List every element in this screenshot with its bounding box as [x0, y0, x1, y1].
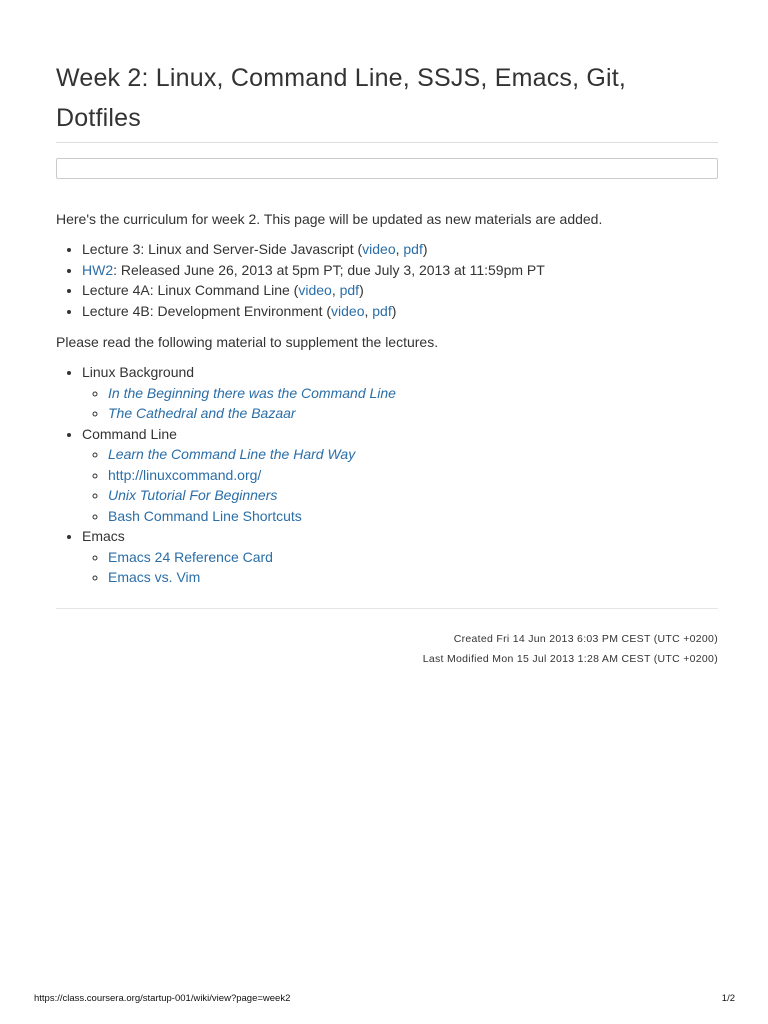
print-footer-url: https://class.coursera.org/startup-001/wiki/view?page=week2 [34, 993, 291, 1004]
list-item [108, 547, 718, 568]
separator: , [364, 302, 373, 319]
cathedral-bazaar-link[interactable]: The Cathedral and the Bazaar [108, 405, 296, 421]
lecture-4b-text: Lecture 4B: Development Environment ( [82, 302, 332, 319]
close-paren: ) [422, 241, 428, 257]
hw2-link[interactable]: HW2 [82, 261, 114, 278]
unix-tutorial-link[interactable]: Unix Tutorial For Beginners [108, 487, 278, 503]
linuxcommand-link[interactable]: http://linuxcommand.org/ [108, 466, 262, 483]
list-item-lecture-4b [82, 301, 718, 322]
separator: , [331, 282, 340, 298]
emacs-vs-vim-link[interactable]: Emacs vs. Vim [108, 569, 201, 585]
list-item-command-line [82, 424, 718, 527]
list-item [108, 567, 718, 588]
list-item [108, 485, 718, 506]
emacs-reference-card-link[interactable]: Emacs 24 Reference Card [108, 548, 273, 565]
list-item-linux-background [82, 362, 718, 424]
page-meta [56, 629, 718, 669]
lecture-4a-video-link[interactable]: video [298, 282, 332, 298]
lecture-list [56, 239, 718, 321]
bash-shortcuts-link[interactable]: Bash Command Line Shortcuts [108, 507, 302, 524]
list-item [108, 444, 718, 465]
lecture-3-text: Lecture 3: Linux and Server-Side Javascript ( [82, 241, 363, 257]
command-line-label: Command Line [82, 425, 177, 442]
reading-intro-text: Please read the following material to supplement the lectures. [56, 334, 439, 350]
print-footer-page-number: 1/2 [721, 993, 735, 1004]
command-line-sublist [82, 444, 718, 526]
beginning-command-line-link[interactable]: In the Beginning there was the Command Line [108, 384, 396, 401]
page-title: Week 2: Linux, Command Line, SSJS, Emacs, Git, Dotfiles [56, 0, 718, 143]
list-item [108, 465, 718, 486]
learn-command-line-hard-way-link[interactable]: Learn the Command Line the Hard Way [108, 446, 356, 462]
lecture-4a-text: Lecture 4A: Linux Command Line ( [82, 282, 299, 298]
list-item [108, 383, 718, 404]
page-content [56, 0, 718, 669]
list-item-hw2 [82, 260, 718, 281]
modified-timestamp: Last Modified Mon 15 Jul 2013 1:28 AM CEST (UTC +0200) [422, 652, 718, 665]
empty-content-box [56, 158, 718, 179]
lecture-3-video-link[interactable]: video [362, 241, 396, 257]
list-item-lecture-3 [82, 239, 718, 260]
divider [56, 608, 718, 609]
separator: , [395, 241, 404, 257]
close-paren: ) [359, 282, 364, 298]
lecture-3-pdf-link[interactable]: pdf [403, 241, 423, 257]
list-item-lecture-4a [82, 280, 718, 301]
lecture-4b-pdf-link[interactable]: pdf [372, 302, 392, 319]
intro-text: Here's the curriculum for week 2. This page will be updated as new materials are added. [56, 211, 603, 227]
close-paren: ) [391, 302, 397, 319]
reading-list [56, 362, 718, 588]
list-item-emacs [82, 526, 718, 588]
created-timestamp: Created Fri 14 Jun 2013 6:03 PM CEST (UTC +0200) [453, 632, 718, 645]
lecture-4a-pdf-link[interactable]: pdf [339, 282, 360, 298]
list-item [108, 403, 718, 424]
lecture-4b-video-link[interactable]: video [331, 302, 365, 319]
emacs-sublist [82, 547, 718, 588]
list-item [108, 506, 718, 527]
emacs-label: Emacs [82, 528, 125, 544]
linux-background-label: Linux Background [82, 364, 195, 380]
hw2-text: : Released June 26, 2013 at 5pm PT; due July 3, 2013 at 11:59pm PT [113, 261, 545, 278]
linux-background-sublist [82, 383, 718, 424]
